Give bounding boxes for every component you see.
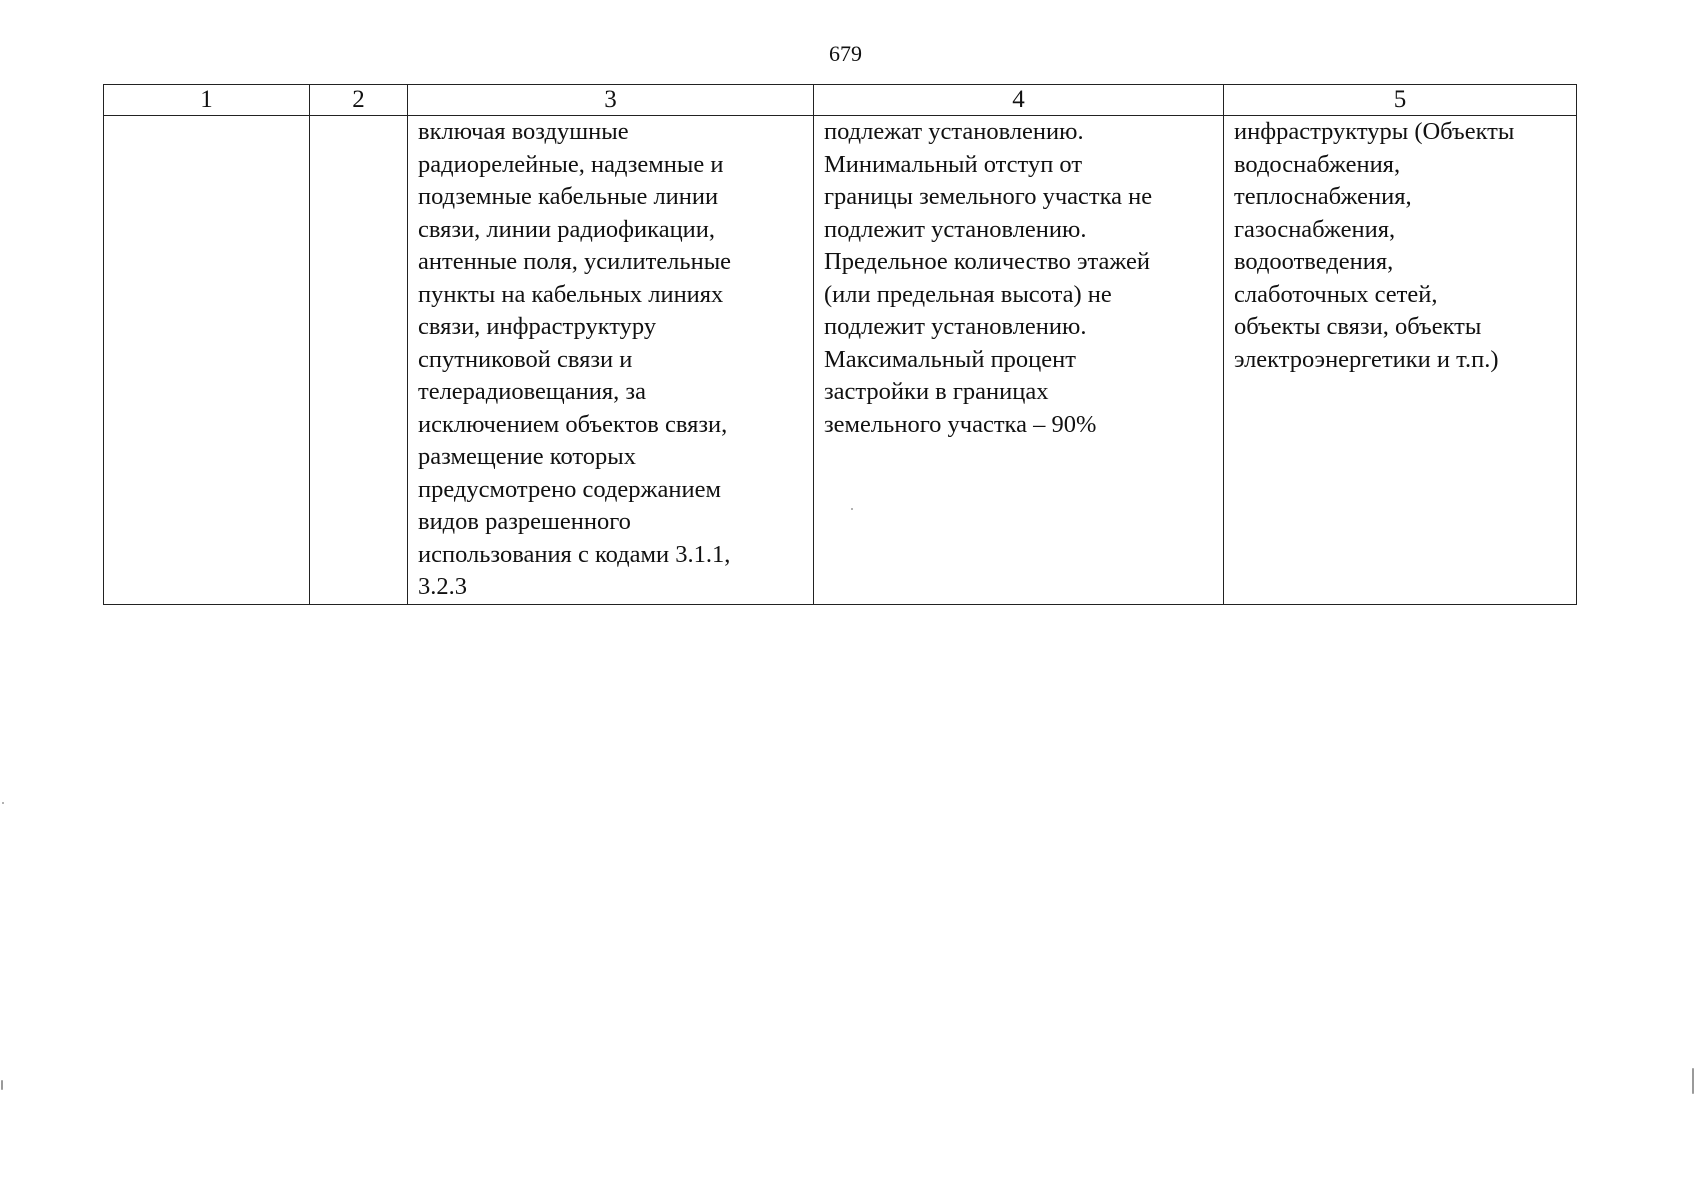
cell-col4-line: Максимальный процент [824, 345, 1076, 373]
cell-col3-line: связи, линии радиофикации, [418, 215, 716, 243]
cell-col3-line: 3.2.3 [418, 573, 467, 600]
cell-col2 [310, 116, 408, 605]
cell-col3 [408, 116, 814, 605]
page-number-text: 679 [829, 41, 862, 66]
cell-col4-line: Предельное количество этажей [824, 248, 1150, 275]
cell-col3-line: предусмотрено содержанием [418, 475, 721, 503]
table-header-row [104, 85, 1577, 116]
cell-col5-line: инфраструктуры (Объекты [1234, 118, 1515, 145]
cell-col5-line: водоснабжения, [1234, 150, 1401, 178]
column-header-3: 3 [408, 85, 814, 116]
regulations-table [103, 84, 1577, 605]
cell-col5-line: теплоснабжения, [1234, 183, 1412, 210]
cell-col3-line: размещение которых [418, 443, 636, 470]
cell-col3-line: видов разрешенного [418, 508, 631, 535]
cell-col3-line: пункты на кабельных линиях [418, 280, 724, 308]
cell-col5-line: газоснабжения, [1234, 215, 1396, 243]
cell-col3-line: антенные поля, усилительные [418, 248, 732, 275]
cell-col5-line: электроэнергетики и т.п.) [1234, 345, 1499, 373]
cell-col3-line: радиорелейные, надземные и [418, 150, 724, 178]
cell-col3-line: подземные кабельные линии [418, 183, 719, 210]
scan-speck [851, 508, 853, 510]
cell-col4-line: (или предельная высота) не [824, 280, 1112, 308]
cell-col4-line: земельного участка – 90% [824, 410, 1097, 438]
cell-col4-line: границы земельного участка не [824, 183, 1153, 210]
cell-col4-line: подлежит установлению. [824, 215, 1087, 243]
cell-col3-line: исключением объектов связи, [418, 410, 728, 438]
cell-col3-line: спутниковой связи и [418, 345, 633, 373]
cell-col4-line: Минимальный отступ от [824, 150, 1083, 178]
cell-col3-line: включая воздушные [418, 118, 629, 145]
table-row [104, 116, 1577, 605]
cell-col4-line: подлежит установлению. [824, 313, 1087, 340]
cell-col4-line: застройки в границах [824, 378, 1049, 405]
column-header-4: 4 [814, 85, 1224, 116]
cell-col4 [814, 116, 1224, 605]
scan-speck [1692, 1068, 1694, 1094]
cell-col5-line: водоотведения, [1234, 248, 1394, 275]
cell-col3-line: телерадиовещания, за [418, 378, 646, 405]
scan-speck [1, 1080, 3, 1090]
scan-speck [2, 802, 4, 804]
cell-col4-line: подлежат установлению. [824, 118, 1084, 145]
cell-col5-line: объекты связи, объекты [1234, 313, 1482, 340]
column-header-5: 5 [1224, 85, 1577, 116]
page-number [0, 40, 1697, 68]
cell-col5-line: слаботочных сетей, [1234, 280, 1438, 308]
column-header-2: 2 [310, 85, 408, 116]
cell-col5 [1224, 116, 1577, 605]
cell-col1 [104, 116, 310, 605]
cell-col3-line: использования с кодами 3.1.1, [418, 540, 731, 568]
cell-col3-line: связи, инфраструктуру [418, 313, 657, 340]
column-header-1: 1 [104, 85, 310, 116]
